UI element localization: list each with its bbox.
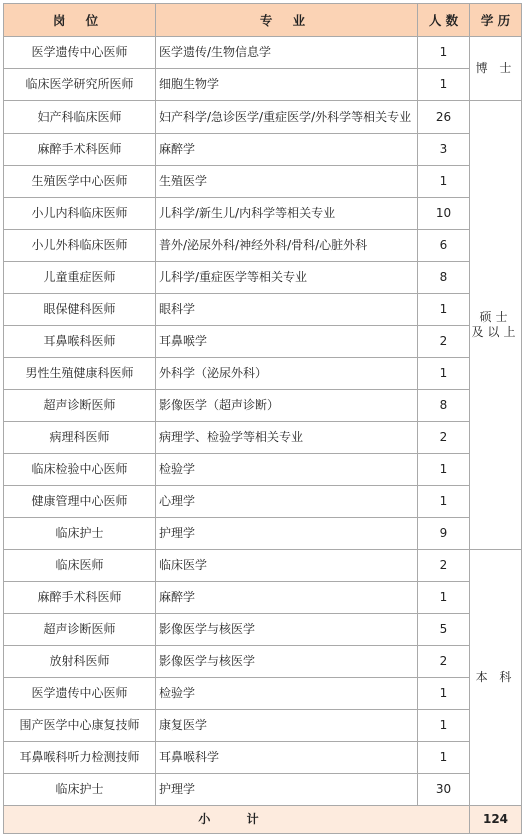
position-cell: 麻醉手术科医师 — [4, 134, 156, 166]
major-cell: 病理学、检验学等相关专业 — [156, 422, 418, 454]
count-cell: 2 — [418, 550, 470, 582]
table-body — [4, 37, 522, 806]
count-cell: 1 — [418, 294, 470, 326]
major-cell: 妇产科学/急诊医学/重症医学/外科学等相关专业 — [156, 101, 418, 134]
major-cell: 麻醉学 — [156, 134, 418, 166]
count-cell: 1 — [418, 166, 470, 198]
major-cell: 检验学 — [156, 454, 418, 486]
position-cell: 生殖医学中心医师 — [4, 166, 156, 198]
table-row — [4, 678, 522, 710]
degree-cell — [470, 101, 522, 550]
table-row — [4, 518, 522, 550]
count-cell: 1 — [418, 69, 470, 101]
position-cell: 小儿内科临床医师 — [4, 198, 156, 230]
header-position: 岗 位 — [4, 4, 156, 37]
count-cell: 10 — [418, 198, 470, 230]
table-row — [4, 550, 522, 582]
position-cell: 临床护士 — [4, 774, 156, 806]
count-cell: 1 — [418, 710, 470, 742]
major-cell: 检验学 — [156, 678, 418, 710]
degree-label: 博 士 — [475, 61, 516, 75]
position-cell: 麻醉手术科医师 — [4, 582, 156, 614]
table-row — [4, 358, 522, 390]
major-cell: 生殖医学 — [156, 166, 418, 198]
position-cell: 超声诊断医师 — [4, 614, 156, 646]
position-cell: 超声诊断医师 — [4, 390, 156, 422]
subtotal-value: 124 — [470, 806, 522, 834]
table-row — [4, 230, 522, 262]
major-cell: 细胞生物学 — [156, 69, 418, 101]
major-cell: 护理学 — [156, 518, 418, 550]
table-row — [4, 742, 522, 774]
header-row — [4, 4, 522, 37]
count-cell: 1 — [418, 37, 470, 69]
major-cell: 心理学 — [156, 486, 418, 518]
count-cell: 5 — [418, 614, 470, 646]
major-cell: 眼科学 — [156, 294, 418, 326]
table-row — [4, 422, 522, 454]
count-cell: 2 — [418, 422, 470, 454]
position-cell: 小儿外科临床医师 — [4, 230, 156, 262]
count-cell: 2 — [418, 646, 470, 678]
header-major: 专 业 — [156, 4, 418, 37]
count-cell: 26 — [418, 101, 470, 134]
count-cell: 1 — [418, 742, 470, 774]
position-cell: 男性生殖健康科医师 — [4, 358, 156, 390]
count-cell: 8 — [418, 262, 470, 294]
position-cell: 耳鼻喉科听力检测技师 — [4, 742, 156, 774]
count-cell: 3 — [418, 134, 470, 166]
major-cell: 耳鼻喉学 — [156, 326, 418, 358]
major-cell: 儿科学/新生儿/内科学等相关专业 — [156, 198, 418, 230]
table-row — [4, 710, 522, 742]
count-cell: 1 — [418, 486, 470, 518]
position-cell: 病理科医师 — [4, 422, 156, 454]
position-cell: 儿童重症医师 — [4, 262, 156, 294]
major-cell: 医学遗传/生物信息学 — [156, 37, 418, 69]
count-cell: 2 — [418, 326, 470, 358]
position-cell: 围产医学中心康复技师 — [4, 710, 156, 742]
header-count: 人 数 — [418, 4, 470, 37]
major-cell: 麻醉学 — [156, 582, 418, 614]
major-cell: 影像医学（超声诊断） — [156, 390, 418, 422]
table-row — [4, 486, 522, 518]
major-cell: 临床医学 — [156, 550, 418, 582]
table-row — [4, 134, 522, 166]
recruitment-table — [3, 3, 522, 834]
count-cell: 1 — [418, 582, 470, 614]
header-degree: 学 历 — [470, 4, 522, 37]
position-cell: 眼保健科医师 — [4, 294, 156, 326]
position-cell: 耳鼻喉科医师 — [4, 326, 156, 358]
degree-cell — [470, 550, 522, 806]
count-cell: 6 — [418, 230, 470, 262]
major-cell: 康复医学 — [156, 710, 418, 742]
position-cell: 妇产科临床医师 — [4, 101, 156, 134]
table-row — [4, 198, 522, 230]
degree-label: 硕士 及以上 — [471, 310, 520, 339]
position-cell: 健康管理中心医师 — [4, 486, 156, 518]
count-cell: 9 — [418, 518, 470, 550]
table-header — [4, 4, 522, 37]
position-cell: 临床医师 — [4, 550, 156, 582]
position-cell: 临床护士 — [4, 518, 156, 550]
count-cell: 1 — [418, 678, 470, 710]
position-cell: 医学遗传中心医师 — [4, 37, 156, 69]
table-footer — [4, 806, 522, 834]
table-row — [4, 614, 522, 646]
major-cell: 外科学（泌尿外科） — [156, 358, 418, 390]
major-cell: 儿科学/重症医学等相关专业 — [156, 262, 418, 294]
count-cell: 1 — [418, 358, 470, 390]
count-cell: 30 — [418, 774, 470, 806]
table-row — [4, 166, 522, 198]
position-cell: 临床检验中心医师 — [4, 454, 156, 486]
table-row — [4, 774, 522, 806]
major-cell: 影像医学与核医学 — [156, 614, 418, 646]
position-cell: 医学遗传中心医师 — [4, 678, 156, 710]
count-cell: 1 — [418, 454, 470, 486]
count-cell: 8 — [418, 390, 470, 422]
table-row — [4, 262, 522, 294]
major-cell: 普外/泌尿外科/神经外科/骨科/心脏外科 — [156, 230, 418, 262]
degree-label: 本 科 — [475, 670, 516, 684]
table-row — [4, 582, 522, 614]
table-row — [4, 390, 522, 422]
position-cell: 临床医学研究所医师 — [4, 69, 156, 101]
degree-cell — [470, 37, 522, 101]
position-cell: 放射科医师 — [4, 646, 156, 678]
major-cell: 耳鼻喉科学 — [156, 742, 418, 774]
table-row — [4, 326, 522, 358]
table-row — [4, 294, 522, 326]
subtotal-label: 小 计 — [4, 806, 470, 834]
table-row — [4, 101, 522, 134]
table-row — [4, 454, 522, 486]
major-cell: 护理学 — [156, 774, 418, 806]
subtotal-row — [4, 806, 522, 834]
table-row — [4, 37, 522, 69]
table-row — [4, 646, 522, 678]
major-cell: 影像医学与核医学 — [156, 646, 418, 678]
table-row — [4, 69, 522, 101]
